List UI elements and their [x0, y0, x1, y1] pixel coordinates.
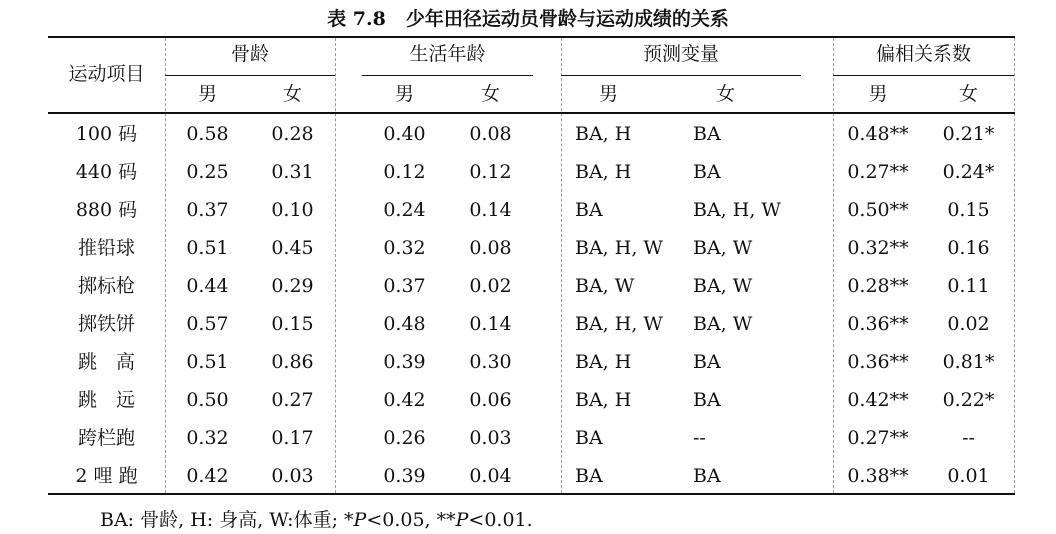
cell-age-male: 0.40	[383, 123, 426, 145]
cell-bone-age-female: 0.27	[271, 389, 314, 411]
cell-partial-female: 0.11	[947, 275, 990, 297]
header-event: 运动项目	[68, 63, 145, 85]
cell-bone-age-male: 0.32	[186, 427, 229, 449]
cell-partial-male: 0.36**	[847, 313, 909, 335]
cell-age-male: 0.48	[383, 313, 426, 335]
cell-predictor-male: BA	[575, 465, 603, 487]
header-female: 女	[715, 83, 735, 105]
header-group-chronological-age: 生活年龄	[409, 43, 486, 65]
cell-bone-age-female: 0.17	[271, 427, 314, 449]
cell-bone-age-male: 0.44	[186, 275, 229, 297]
cell-event: 440 码	[75, 161, 138, 183]
header-group-predictors: 预测变量	[642, 43, 719, 65]
cell-bone-age-male: 0.25	[186, 161, 229, 183]
column-divider	[833, 38, 834, 493]
cell-age-female: 0.02	[469, 275, 512, 297]
footnote-p-symbol: P	[455, 509, 469, 531]
cell-age-female: 0.08	[469, 237, 512, 259]
cell-predictor-female: BA, W	[693, 275, 753, 297]
header-rule	[48, 112, 1015, 114]
cell-partial-female: 0.24*	[942, 161, 995, 183]
cell-partial-female: 0.16	[947, 237, 990, 259]
header-male: 男	[598, 83, 618, 105]
cell-bone-age-female: 0.86	[271, 351, 314, 373]
column-divider	[335, 38, 336, 493]
cell-age-female: 0.30	[469, 351, 512, 373]
cell-age-male: 0.39	[383, 351, 426, 373]
cell-age-male: 0.24	[383, 199, 426, 221]
cell-predictor-male: BA, H	[575, 389, 632, 411]
cell-age-female: 0.14	[469, 313, 512, 335]
column-divider	[1014, 38, 1015, 493]
cell-age-male: 0.42	[383, 389, 426, 411]
cell-predictor-male: BA, H	[575, 161, 632, 183]
cell-partial-female: --	[962, 427, 975, 449]
footnote-threshold: <0.01.	[468, 509, 533, 531]
cell-age-female: 0.08	[469, 123, 512, 145]
cell-bone-age-male: 0.51	[186, 351, 229, 373]
cell-age-male: 0.26	[383, 427, 426, 449]
cell-event: 掷铁饼	[77, 313, 135, 335]
cell-event: 跨栏跑	[77, 427, 135, 449]
data-table	[48, 36, 1015, 495]
cell-partial-male: 0.36**	[847, 351, 909, 373]
cell-age-female: 0.04	[469, 465, 512, 487]
cell-bone-age-female: 0.29	[271, 275, 314, 297]
cell-bone-age-female: 0.28	[271, 123, 314, 145]
footnote-threshold: <0.05, **	[366, 509, 456, 531]
cell-age-female: 0.12	[469, 161, 512, 183]
cell-bone-age-male: 0.37	[186, 199, 229, 221]
header-female: 女	[480, 83, 500, 105]
cell-event: 880 码	[75, 199, 138, 221]
cell-age-female: 0.14	[469, 199, 512, 221]
column-divider	[561, 38, 562, 493]
header-male: 男	[868, 83, 888, 105]
cell-predictor-male: BA, H	[575, 351, 632, 373]
cell-predictor-female: --	[693, 427, 706, 449]
group-underline	[561, 75, 801, 76]
cell-bone-age-male: 0.57	[186, 313, 229, 335]
header-group-partial-correlation: 偏相关系数	[875, 43, 971, 65]
cell-bone-age-female: 0.45	[271, 237, 314, 259]
cell-partial-male: 0.28**	[847, 275, 909, 297]
cell-event: 掷标枪	[77, 275, 135, 297]
cell-event: 100 码	[75, 123, 138, 145]
cell-partial-female: 0.01	[947, 465, 990, 487]
cell-bone-age-male: 0.50	[186, 389, 229, 411]
footnote-p-symbol: P	[353, 509, 367, 531]
cell-predictor-female: BA, W	[693, 313, 753, 335]
cell-predictor-male: BA, W	[575, 275, 635, 297]
cell-predictor-male: BA	[575, 199, 603, 221]
cell-partial-male: 0.50**	[847, 199, 909, 221]
cell-bone-age-female: 0.15	[271, 313, 314, 335]
cell-partial-female: 0.22*	[942, 389, 995, 411]
cell-age-male: 0.12	[383, 161, 426, 183]
cell-partial-male: 0.42**	[847, 389, 909, 411]
cell-bone-age-female: 0.03	[271, 465, 314, 487]
header-female: 女	[282, 83, 302, 105]
cell-predictor-male: BA, H, W	[575, 237, 663, 259]
header-female: 女	[958, 83, 978, 105]
cell-bone-age-female: 0.31	[271, 161, 314, 183]
cell-partial-male: 0.38**	[847, 465, 909, 487]
cell-predictor-male: BA, H, W	[575, 313, 663, 335]
cell-bone-age-male: 0.51	[186, 237, 229, 259]
cell-partial-male: 0.48**	[847, 123, 909, 145]
header-male: 男	[394, 83, 414, 105]
cell-predictor-female: BA	[693, 465, 721, 487]
group-underline	[165, 75, 335, 76]
cell-partial-female: 0.21*	[942, 123, 995, 145]
group-underline	[833, 75, 1014, 76]
cell-partial-male: 0.32**	[847, 237, 909, 259]
cell-event: 跳 高	[77, 351, 135, 373]
cell-bone-age-female: 0.10	[271, 199, 314, 221]
table-title	[0, 4, 1056, 31]
group-underline	[362, 75, 533, 76]
cell-partial-female: 0.02	[947, 313, 990, 335]
cell-partial-female: 0.81*	[942, 351, 995, 373]
cell-event: 跳 远	[77, 389, 135, 411]
cell-event: 推铅球	[77, 237, 135, 259]
cell-predictor-male: BA	[575, 427, 603, 449]
cell-age-male: 0.32	[383, 237, 426, 259]
cell-predictor-female: BA	[693, 389, 721, 411]
column-divider	[165, 38, 166, 493]
cell-bone-age-male: 0.42	[186, 465, 229, 487]
cell-partial-male: 0.27**	[847, 427, 909, 449]
cell-age-female: 0.03	[469, 427, 512, 449]
cell-age-male: 0.37	[383, 275, 426, 297]
table-footnote	[100, 505, 533, 532]
cell-predictor-female: BA	[693, 123, 721, 145]
cell-partial-male: 0.27**	[847, 161, 909, 183]
cell-predictor-female: BA, H, W	[693, 199, 781, 221]
cell-event: 2 哩 跑	[75, 465, 138, 487]
cell-predictor-male: BA, H	[575, 123, 632, 145]
header-group-bone-age: 骨龄	[230, 43, 269, 65]
cell-predictor-female: BA, W	[693, 237, 753, 259]
footnote-definitions: BA: 骨龄, H: 身高, W:体重; *	[100, 509, 354, 531]
header-male: 男	[197, 83, 217, 105]
cell-predictor-female: BA	[693, 351, 721, 373]
cell-bone-age-male: 0.58	[186, 123, 229, 145]
table-caption: 少年田径运动员骨龄与运动成绩的关系	[405, 8, 729, 30]
table-number: 表 7.8	[327, 8, 386, 30]
cell-age-female: 0.06	[469, 389, 512, 411]
cell-partial-female: 0.15	[947, 199, 990, 221]
cell-age-male: 0.39	[383, 465, 426, 487]
cell-predictor-female: BA	[693, 161, 721, 183]
